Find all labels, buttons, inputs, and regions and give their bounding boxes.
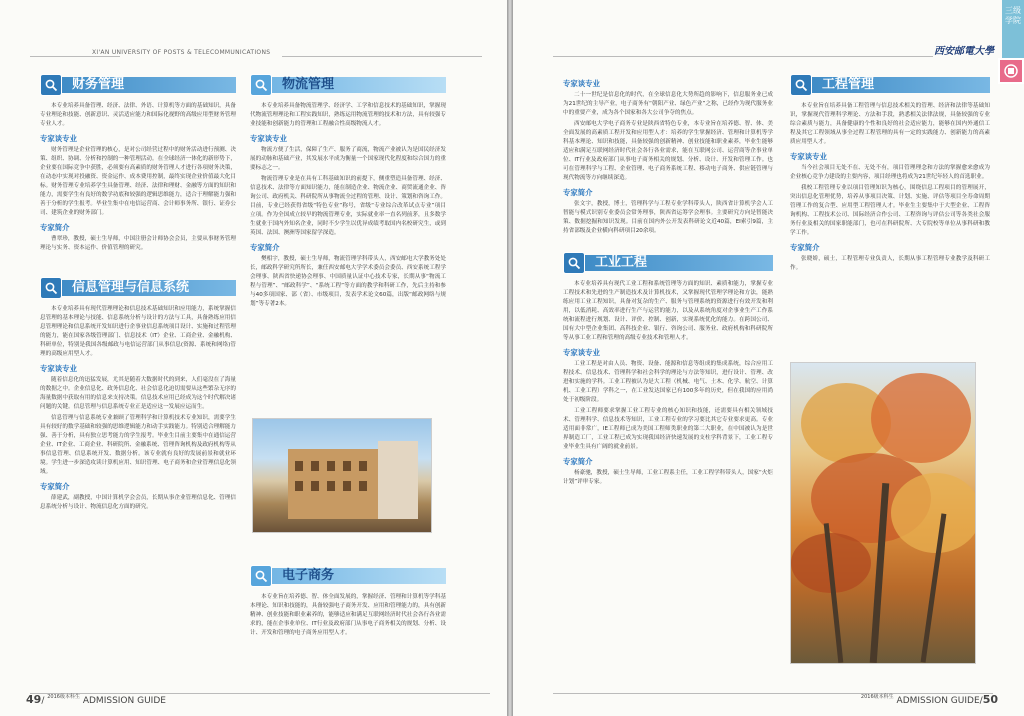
page-number: 49 <box>26 693 42 706</box>
ecommerce-section <box>250 565 446 640</box>
engineering-expert-profile-heading: 专家简介 <box>790 243 820 252</box>
search-icon <box>250 565 272 587</box>
infosys-intro: 本专业培养具有现代管理理论和信息技术基础知识和应用能力，系统掌握信息管理的基本理论与技能、信息系统分析与设计的方法与工具，具备熟练应用信息管理理论和信息系统开发知识进行企事业信息系统项目设计、实施和过程管理的能力，能在国家各级管理部门、信息技术（IT）企业、工商企业、金融机构、科研单位，特别是我国各级邮政与电信运营部门从事信息(资源、系统和网络)管理的高级应用型人才。 <box>40 306 236 357</box>
left-folio: 49/ $^{2016级本科生}$ ADMISSION GUIDE <box>26 693 166 706</box>
header-rule <box>553 56 933 57</box>
search-icon <box>40 74 62 96</box>
logistics-expert-talk-heading: 专家谈专业 <box>250 134 287 143</box>
folio-label: ADMISSION GUIDE <box>896 696 980 706</box>
finance-header <box>40 74 236 96</box>
industrial-intro: 本专业培养具有现代工业工程和系统管理等方面的知识、素质和能力，掌握专业工程技术和先进的生产制造技术及计算机技术，又掌握现代管理学理论和方法，能熟练应用工业工程知识，具备对复杂的生产、服务与管理系统的资源进行有效开发和利用，以低消耗、高效率进行生产与运营的能力，以及从系统角度对企事业生产工作系统和流程进行规划、设计、评价、控制、创新，实现系统优化的能力。在跨国公司、国有大中型企业集团、高科技企业、银行、咨询公司、服务业、政府机构和科研院所等从事工业工程和管理的高级专业技术和管理人才。 <box>563 281 773 341</box>
search-icon <box>40 277 62 299</box>
finance-expert-talk: 财务管理是企业管理的核心，是对公司经营过程中的财务活动进行预测、决策、组织、协调、分析和控制的一种管理活动。在全球经济一体化的新形势下，企业要在国际竞争中获胜，必须要有高素质的财务管理人才进行各项财务决策，在动态中实现对投融资、资金运作、成本费用控制，最终实现企业价值最大化目标。财务管理专业培养学生具备管理、经济、法律和理财、金融等方面的知识和能力，需要学生有良好的数学功底和较强的逻辑思维能力，适合于理解能力强和善于分析的学生报考。毕业生集中在电信运营商、会计师事务所、银行、证券公司、建筑企业的财务部门。 <box>40 147 236 216</box>
search-icon <box>790 74 812 96</box>
industrial-expert-talk-2: 工业工程师要求掌握工业工程专业的核心知识和技能，还需要具有相关领域技术、管理科学、信息技术等知识，工业工程专业的学习要比其它专业要求更高。专业适用面非常广，IE工程师已成为美国工程师类职业的第二大职业，在中国被认为是世界制造工厂，工业工程已成为实现我国经济快速发展的支柱学科背景下，工业工程专业毕业生具有广阔的就业前景。 <box>563 408 773 450</box>
logistics-header <box>250 74 446 96</box>
industrial-expert-talk-1: 工业工程是对由人员、物资、设备、能源和信息等组成的集成系统，综合应用工程技术、信息技术、管理科学和社会科学的理论与方法等知识，进行设计、管理、改进和实施的学科。工业工程被认为是大工程（机械、电气、土木、化学、航空、计算机、工业工程）学科之一，在工业发达国家已有100多年的历史，但在我国的应用尚处于初级阶段。 <box>563 361 773 403</box>
infosys-title: 信息管理与信息系统 <box>72 280 190 295</box>
ecommerce-expert-profile-heading: 专家简介 <box>563 188 593 197</box>
university-english-name: XI'AN UNIVERSITY OF POSTS & TELECOMMUNICATIONS <box>92 49 271 56</box>
industrial-header <box>563 252 773 274</box>
university-logo: 西安邮電大學 <box>934 46 994 57</box>
finance-expert-profile: 曹翠珍，教授，硕士生导师，中国注册会计师协会会员，主要从事财务管理理论与实务、资本运作、价值管理的研究。 <box>40 236 236 251</box>
infosys-expert-profile: 薛建武，副教授，中国计算机学会会员，长期从事企业管理信息化、管理信息系统分析与设计、物流信息化方面的研究。 <box>40 495 236 510</box>
finance-intro: 本专业培养具备管理、经济、法律、外语、计算机等方面的基础知识，具备专业理论和技能、创新意识、灵活适应能力和国际化视野的高级应用型财务管理专业人才。 <box>40 103 236 127</box>
search-icon <box>250 74 272 96</box>
page-number: 50 <box>982 693 998 706</box>
left-page <box>0 0 507 716</box>
college-emblem-icon <box>998 58 1024 84</box>
industrial-expert-talk-heading: 专家谈专业 <box>563 348 600 357</box>
engineering-header <box>790 74 990 96</box>
ecommerce-expert-profile: 张文宇，教授，博士，管理科学与工程专业学科带头人，陕西省计算机学会人工智能与模式识别专业委员会常务理事，陕西省运筹学会理事。主要研究方向是智能决策、数据挖掘和知识发现。目前在国内外公开发表科研论文近40篇，EI索引9篇，主持省部级及企业横向科研项目20余项。 <box>563 201 773 234</box>
industrial-expert-profile-heading: 专家简介 <box>563 457 593 466</box>
logistics-expert-talk-1: 物流方便了生活，保障了生产、服务了商流，物流产业被认为是国民经济发展的动脉和基础产业，其发展水平成为衡量一个国家现代化程度和综合国力的重要标志之一。 <box>250 147 446 171</box>
industrial-title: 工业工程 <box>595 255 648 270</box>
ecommerce-header <box>250 565 446 587</box>
left-column-1 <box>40 74 236 514</box>
autumn-trees-photo <box>790 362 976 664</box>
ecommerce-expert-talk-1: 二十一世纪是信息化的时代，在全球信息化大势所趋的影响下，信息服务业已成为21世纪的主导产业，电子商务有“朝阳产业、绿色产业”之称，已经作为现代服务业中的重要产业，成为各个国家和各大公司争夺的焦点。 <box>563 92 773 116</box>
section-tab: 三级学院 <box>1002 0 1024 68</box>
logistics-expert-profile-heading: 专家简介 <box>250 243 280 252</box>
left-column-2 <box>250 74 446 311</box>
infosys-header <box>40 277 236 299</box>
folio-year: 2016级本科生 <box>47 694 80 700</box>
engineering-title: 工程管理 <box>822 77 875 92</box>
ecommerce-title: 电子商务 <box>282 568 335 583</box>
right-folio: $^{2016级本科生}$ ADMISSION GUIDE/50 <box>860 693 998 706</box>
right-column-2 <box>790 74 990 275</box>
infosys-expert-talk-heading: 专家谈专业 <box>40 364 77 373</box>
ecommerce-intro: 本专业旨在培养德、智、体全面发展的，掌握经济、管理和计算机等学科基本理论、知识和技能的，具备较强电子商务开发、应用和管理能力的，具有创新精神、创业技能和职业素养的，能够适应和满足互联网经济时代社会各行各业需求的，能在企事业单位、IT行业及政府部门从事电子商务相关的规划、分析、设计、开发和管理的电子商务应用型人才。 <box>250 594 446 636</box>
search-icon <box>563 252 585 274</box>
right-page <box>513 0 1024 716</box>
logistics-expert-talk-2: 物流管理专业是在具有工科基础知识的前提下，侧重塑造具备管理、经济、信息技术、法律等方面知识能力，能在制造企业、物流企业、商贸流通企业、咨询公司、政府机关、科研院所从事物流全过程的管理、设计、策划和咨询工作。目前，专业已经获得省级“特色专业”称号，省级“专业综合改革试点专业”项目立项。作为全国成立较早的物流管理专业，实际就业率一直名列前茅，且多数学生就业于国内外知名企业，同时不少学生以优异成绩考取国内名校研究生，或到英国、法国、澳洲等国家留学深造。 <box>250 176 446 236</box>
engineering-expert-talk-1: 当今社会项目无处不在、无处不有，项目管理理念和方法的掌握愈来愈成为企业核心竞争力建设的主要内容，项目经理也将成为21世纪年轻人的首选职业。 <box>790 165 990 180</box>
finance-title: 财务管理 <box>72 77 125 92</box>
engineering-expert-talk-heading: 专家谈专业 <box>790 152 827 161</box>
right-column-1 <box>563 74 773 489</box>
header-rule-right <box>282 56 482 57</box>
engineering-intro: 本专业旨在培养具备工程管理与信息技术相关的管理、经济和法律等基础知识，掌握现代管理科学理论、方法和手段，熟悉相关法律法规，具备较强的专业综合素质与能力，具备健康的个性和良好的社会适应能力，能够在国内外通信工程及其它工程领域从事全过程工程管理的具有一定的实践能力、创新能力的高素质应用型人才。 <box>790 103 990 145</box>
infosys-expert-talk-2: 信息管理与信息系统专业兼顾了管理科学和计算机技术专业知识，需要学生具有较好的数学基础和较强的思维逻辑能力和动手实践能力。特别适合理解能力强、善于分析，具有独立思考能力的学生报考。毕业生目前主要集中在通信运营企业、IT企业、工商企业、科研院所、金融系统、管理咨询机构及政府机构等从事信息管理、信息系统开发、数据分析。该专业就有良好的发展前景和就业环境。学生进一步深造攻读计算机应用、知识管理、电子商务和企业管理信息化领域。 <box>40 415 236 475</box>
finance-expert-talk-heading: 专家谈专业 <box>40 134 77 143</box>
logistics-expert-profile: 樊相宇，教授，硕士生导师，物流管理学科带头人，西安邮电大学教务处处长，邮政科学研究所所长，兼任西安邮电大学学术委员会委员、西安系统工程学会理事、陕西省快递协会理事、中国质量认证中心技术专家，长期从事“物流工程与管理”、“邮政科学”、“系统工程”等方面的教学和科研工作，先后主持和参与40多项国家、部（省）、市级项目，发表学术论文60篇，出版“邮政网络与规划”等专著2本。 <box>250 256 446 307</box>
ecommerce-expert-talk-heading: 专家谈专业 <box>563 79 600 88</box>
logistics-title: 物流管理 <box>282 77 335 92</box>
ecommerce-expert-talk-2: 西安邮电大学电子商务专业是陕西省特色专业，本专业旨在培养德、智、体、美全面发展的高素质工程开发和应用型人才：培养的学生掌握经济、管理和计算机等学科基本理论、知识和技能，具备较强的创新精神、创业技能和职业素养，毕业生能够适应和满足互联网经济时代社会各行各业需求，能在互联网公司、运营商等企事业单位、IT行业及政府部门从事电子商务相关的规划、分析、设计、开发和管理工作。也可在管理科学与工程、企业管理、电子商务系统工程、移动电子商务、供应链管理与现代物流等方向继续深造。 <box>563 121 773 181</box>
header-rule-left <box>30 56 120 57</box>
folio-label: ADMISSION GUIDE <box>82 696 166 706</box>
logistics-intro: 本专业培养具备物流管理学、经济学、工学和信息技术的基础知识，掌握现代物流管理理论和工程实践知识，熟练运用物流管理的技术和方法，具有较强专业技能和创新能力的管理和工程融合性高级物流人才。 <box>250 103 446 127</box>
campus-building-photo <box>252 418 432 533</box>
engineering-expert-profile: 张晓娇，硕士，工程管理专业负责人，长期从事工程管理专业教学及科研工作。 <box>790 256 990 271</box>
infosys-expert-profile-heading: 专家简介 <box>40 482 70 491</box>
engineering-expert-talk-2: 我校工程管理专业以项目管理知识为核心，围绕信息工程项目的管理展开，突出信息化管理优势，培养从事项目决策、计划、实施、评估等项目全寿命周期管理工作的复合型、应用型工程管理人才。毕业生主要集中于大型企业、工程咨询机构、工程技术公司、国际经济合作公司、工程咨询与评估公司等各类社会服务行业及相关的国家职能部门，也可在科研院所、大专院校等单位从事科研和教学工作。 <box>790 185 990 236</box>
finance-expert-profile-heading: 专家简介 <box>40 223 70 232</box>
infosys-expert-talk-1: 随着信息化的迅猛发展，尤其是随着大数据时代的到来，人们毫没在了海量的数据之中。企业信息化、政务信息化、社会信息化迫切需要从这些繁杂无序的海量数据中获取有用的信息来支持决策。信息技术应用已经成为这个时代解决诸问题的关键。信息管理与信息系统专业正是适应这一发展应运而生。 <box>40 377 236 410</box>
folio-year: 2016级本科生 <box>860 694 894 700</box>
industrial-expert-profile: 杨豪驰，教授，硕士生导师，工业工程系主任，工业工程学科带头人，国家“火炬计划”评审专家。 <box>563 470 773 485</box>
